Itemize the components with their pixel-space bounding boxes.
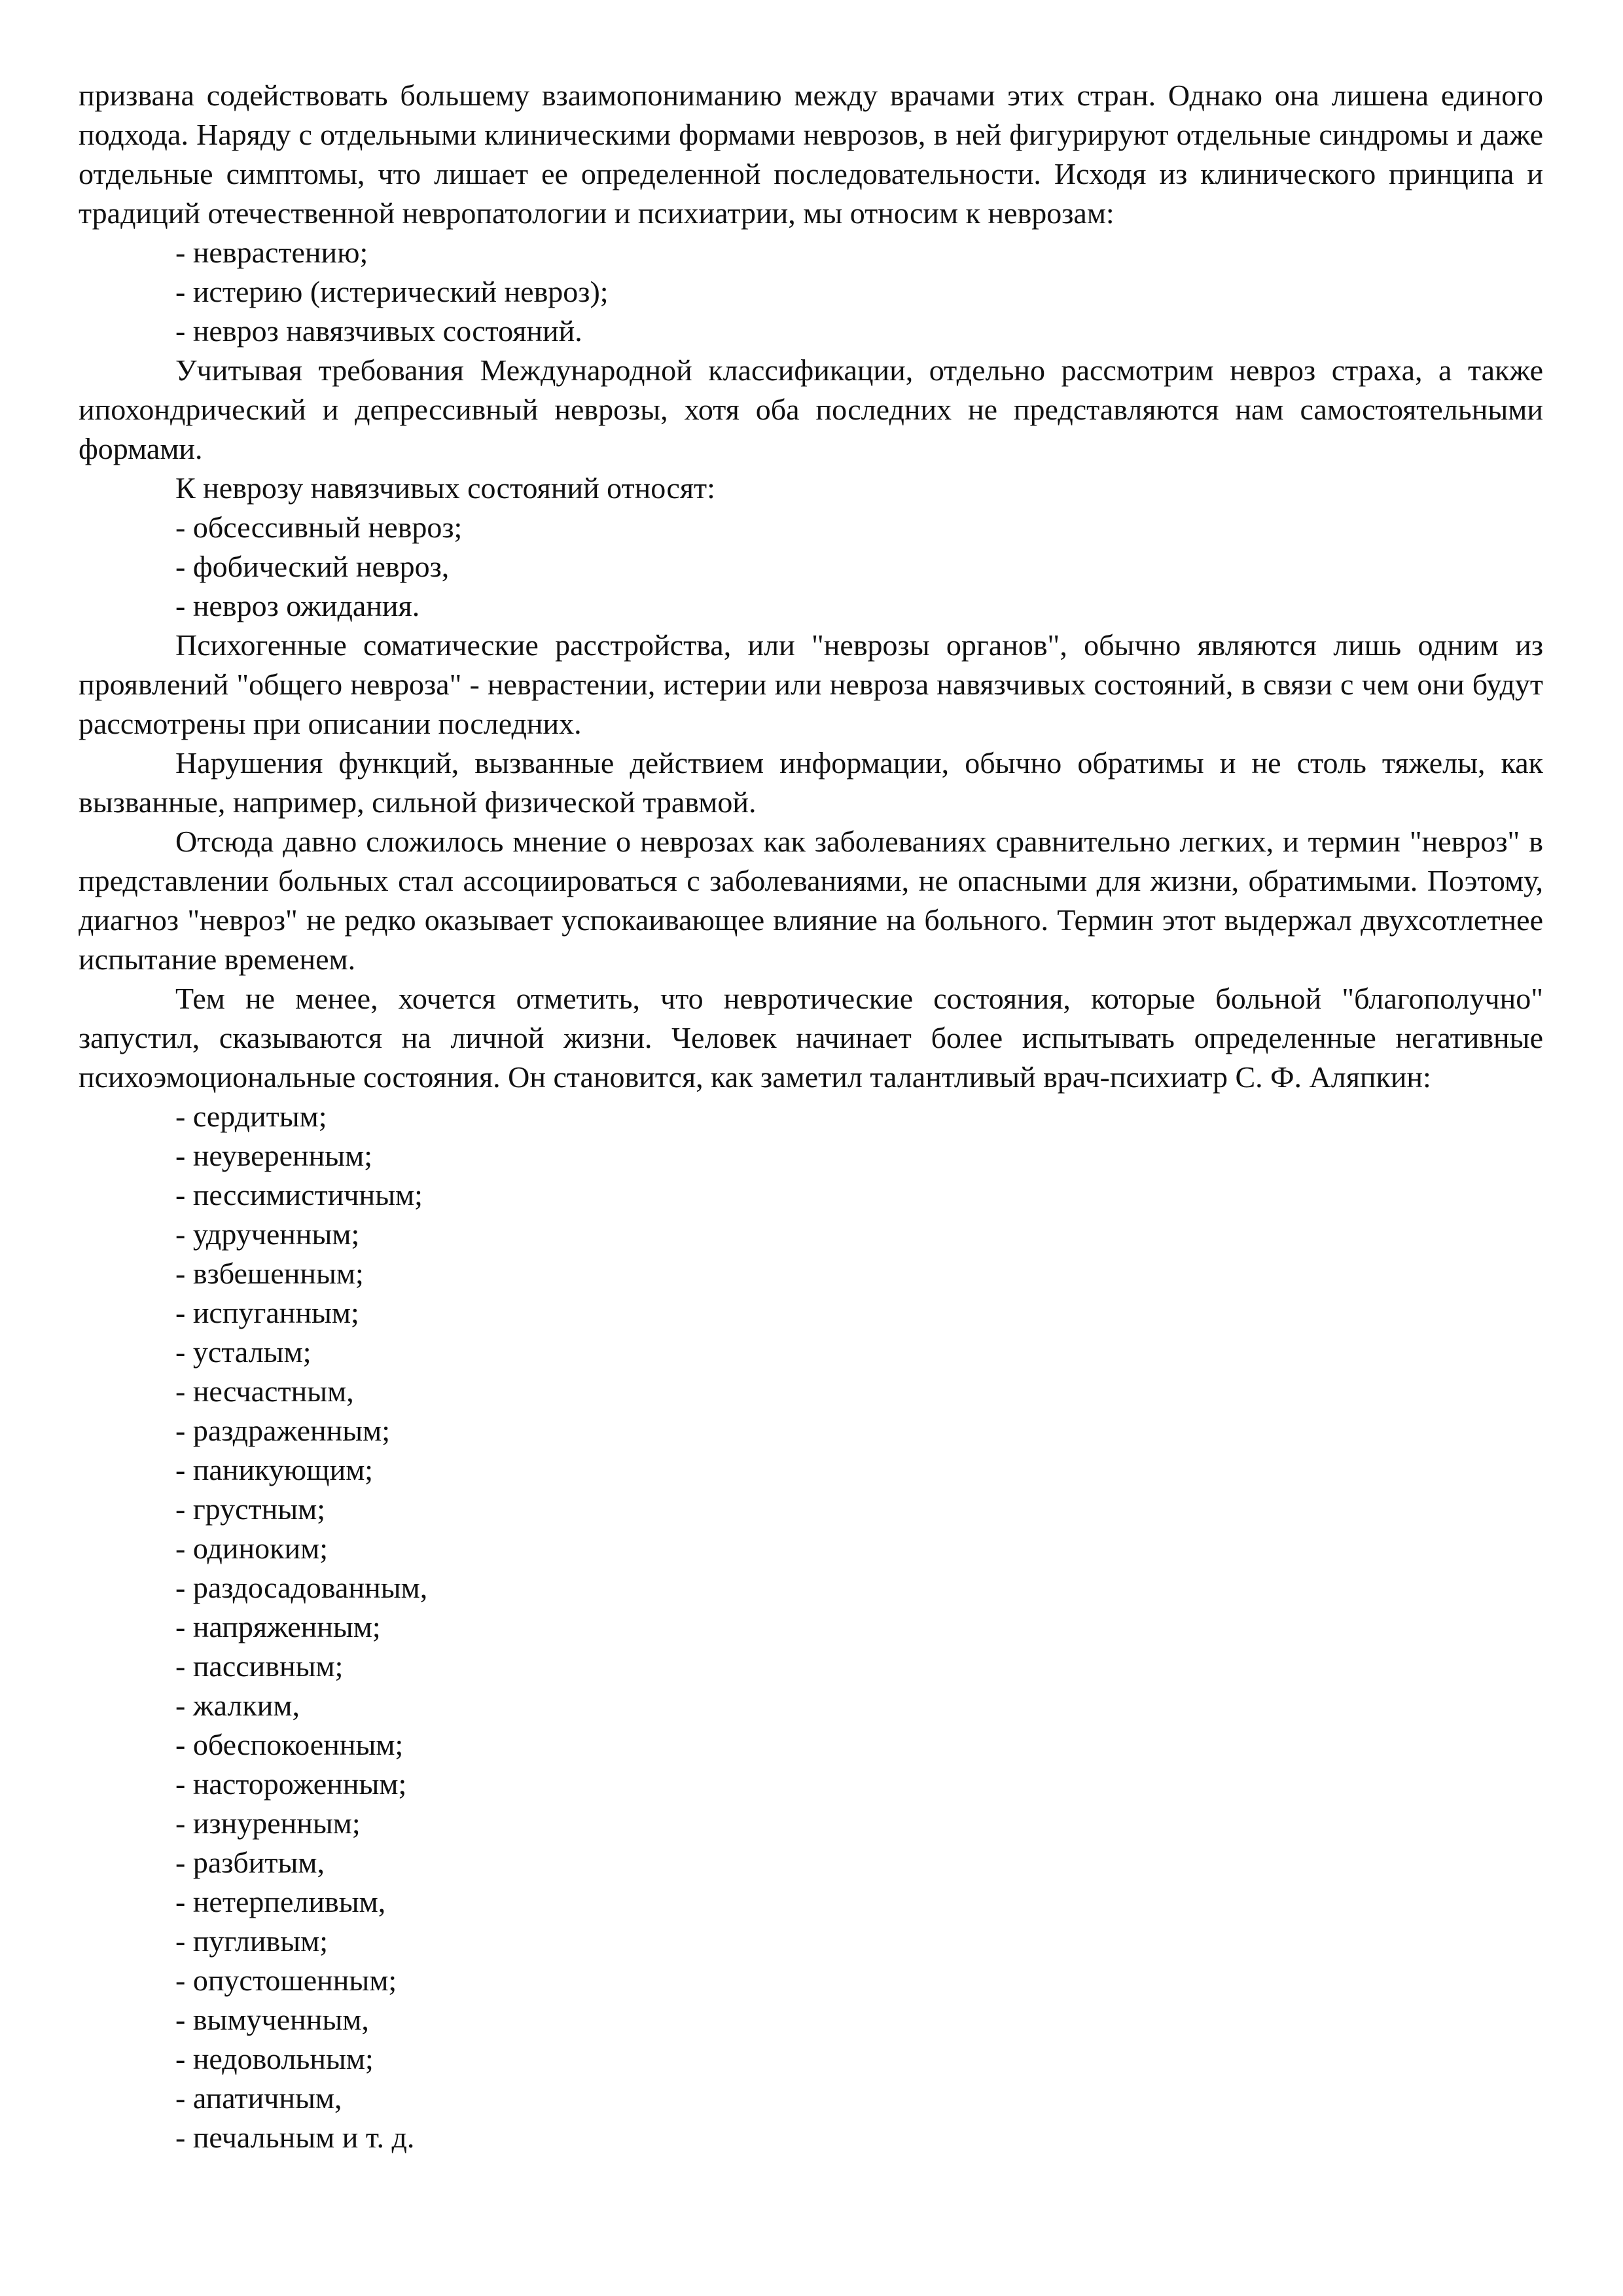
list-item: - настороженным; <box>175 1767 407 1801</box>
list-item: - несчастным, <box>175 1374 354 1408</box>
list-item: - неврастению; <box>175 236 368 269</box>
list-item: - невроз ожидания. <box>175 589 420 622</box>
list-item: - испуганным; <box>175 1296 359 1329</box>
list-item: - пассивным; <box>175 1649 344 1683</box>
list-item: - невроз навязчивых состояний. <box>175 314 582 348</box>
list-item: - неуверенным; <box>175 1139 373 1172</box>
list-item: - фобический невроз, <box>175 550 450 583</box>
list-item: - раздосадованным, <box>175 1571 428 1604</box>
document-page <box>79 76 1543 2157</box>
list-item: - жалким, <box>175 1689 300 1722</box>
somatic-paragraph: Психогенные соматические расстройства, или "неврозы органов", обычно являются лишь одним из проявлений "общего невроза" - неврастении, истерии или невроза навязчивых состояний, в связи с чем они будут рассмотрены при описании последних. <box>79 628 1543 740</box>
list-item: - апатичным, <box>175 2081 342 2115</box>
list-item: - напряженным; <box>175 1610 381 1643</box>
obsessive-intro: К неврозу навязчивых состояний относят: <box>175 471 715 505</box>
opinion-paragraph: Отсюда давно сложилось мнение о неврозах как заболеваниях сравнительно легких, и термин "невроз" в представлении больных стал ассоциироваться с заболеваниями, не опасными для жизни, обратимыми. Поэтому, диагноз "невроз" не редко оказывает успокаивающее влияние на больного. Термин этот выдержал двухсотлетнее испытание временем. <box>79 825 1543 976</box>
list-item: - усталым; <box>175 1335 312 1369</box>
classification-paragraph: Учитывая требования Международной классификации, отдельно рассмотрим невроз страха, а также ипохондрический и депрессивный неврозы, хотя оба последних не представляются нам самостоятельными формами. <box>79 353 1543 465</box>
list-item: - опустошенным; <box>175 1964 397 1997</box>
list-item: - грустным; <box>175 1492 326 1526</box>
list-item: - обсессивный невроз; <box>175 511 463 544</box>
list-item: - печальным и т. д. <box>175 2121 415 2154</box>
states-list <box>79 1097 1543 2157</box>
list-item: - одиноким; <box>175 1532 328 1565</box>
list-item: - паникующим; <box>175 1453 374 1486</box>
opening-paragraph: призвана содействовать большему взаимопониманию между врачами этих стран. Однако она лишена единого подхода. Наряду с отдельными клиническими формами неврозов, в ней фигурируют отдельные синдромы и даже отдельные симптомы, что лишает ее определенной последовательности. Исходя из клинического принципа и традиций отечественной невропатологии и психиатрии, мы относим к неврозам: <box>79 79 1543 230</box>
list-item: - обеспокоенным; <box>175 1728 404 1761</box>
functions-paragraph: Нарушения функций, вызванные действием информации, обычно обратимы и не столь тяжелы, как вызванные, например, сильной физической травмой. <box>79 746 1543 819</box>
states-paragraph: Тем не менее, хочется отметить, что невротические состояния, которые больной "благополучно" запустил, сказываются на личной жизни. Человек начинает более испытывать определенные негативные психоэмоциональные состояния. Он становится, как заметил талантливый врач-психиатр С. Ф. Аляпкин: <box>79 982 1543 1094</box>
list-item: - недовольным; <box>175 2042 374 2075</box>
list-item: - взбешенным; <box>175 1257 364 1290</box>
list-item: - изнуренным; <box>175 1806 361 1840</box>
list-item: - пугливым; <box>175 1924 329 1958</box>
list-item: - нетерпеливым, <box>175 1885 386 1918</box>
list-item: - удрученным; <box>175 1217 360 1251</box>
neuroses-list <box>79 233 1543 351</box>
obsessive-list <box>79 508 1543 626</box>
list-item: - пессимистичным; <box>175 1178 423 1211</box>
list-item: - вымученным, <box>175 2003 369 2036</box>
list-item: - сердитым; <box>175 1100 327 1133</box>
list-item: - разбитым, <box>175 1846 325 1879</box>
list-item: - истерию (истерический невроз); <box>175 275 609 308</box>
list-item: - раздраженным; <box>175 1414 391 1447</box>
